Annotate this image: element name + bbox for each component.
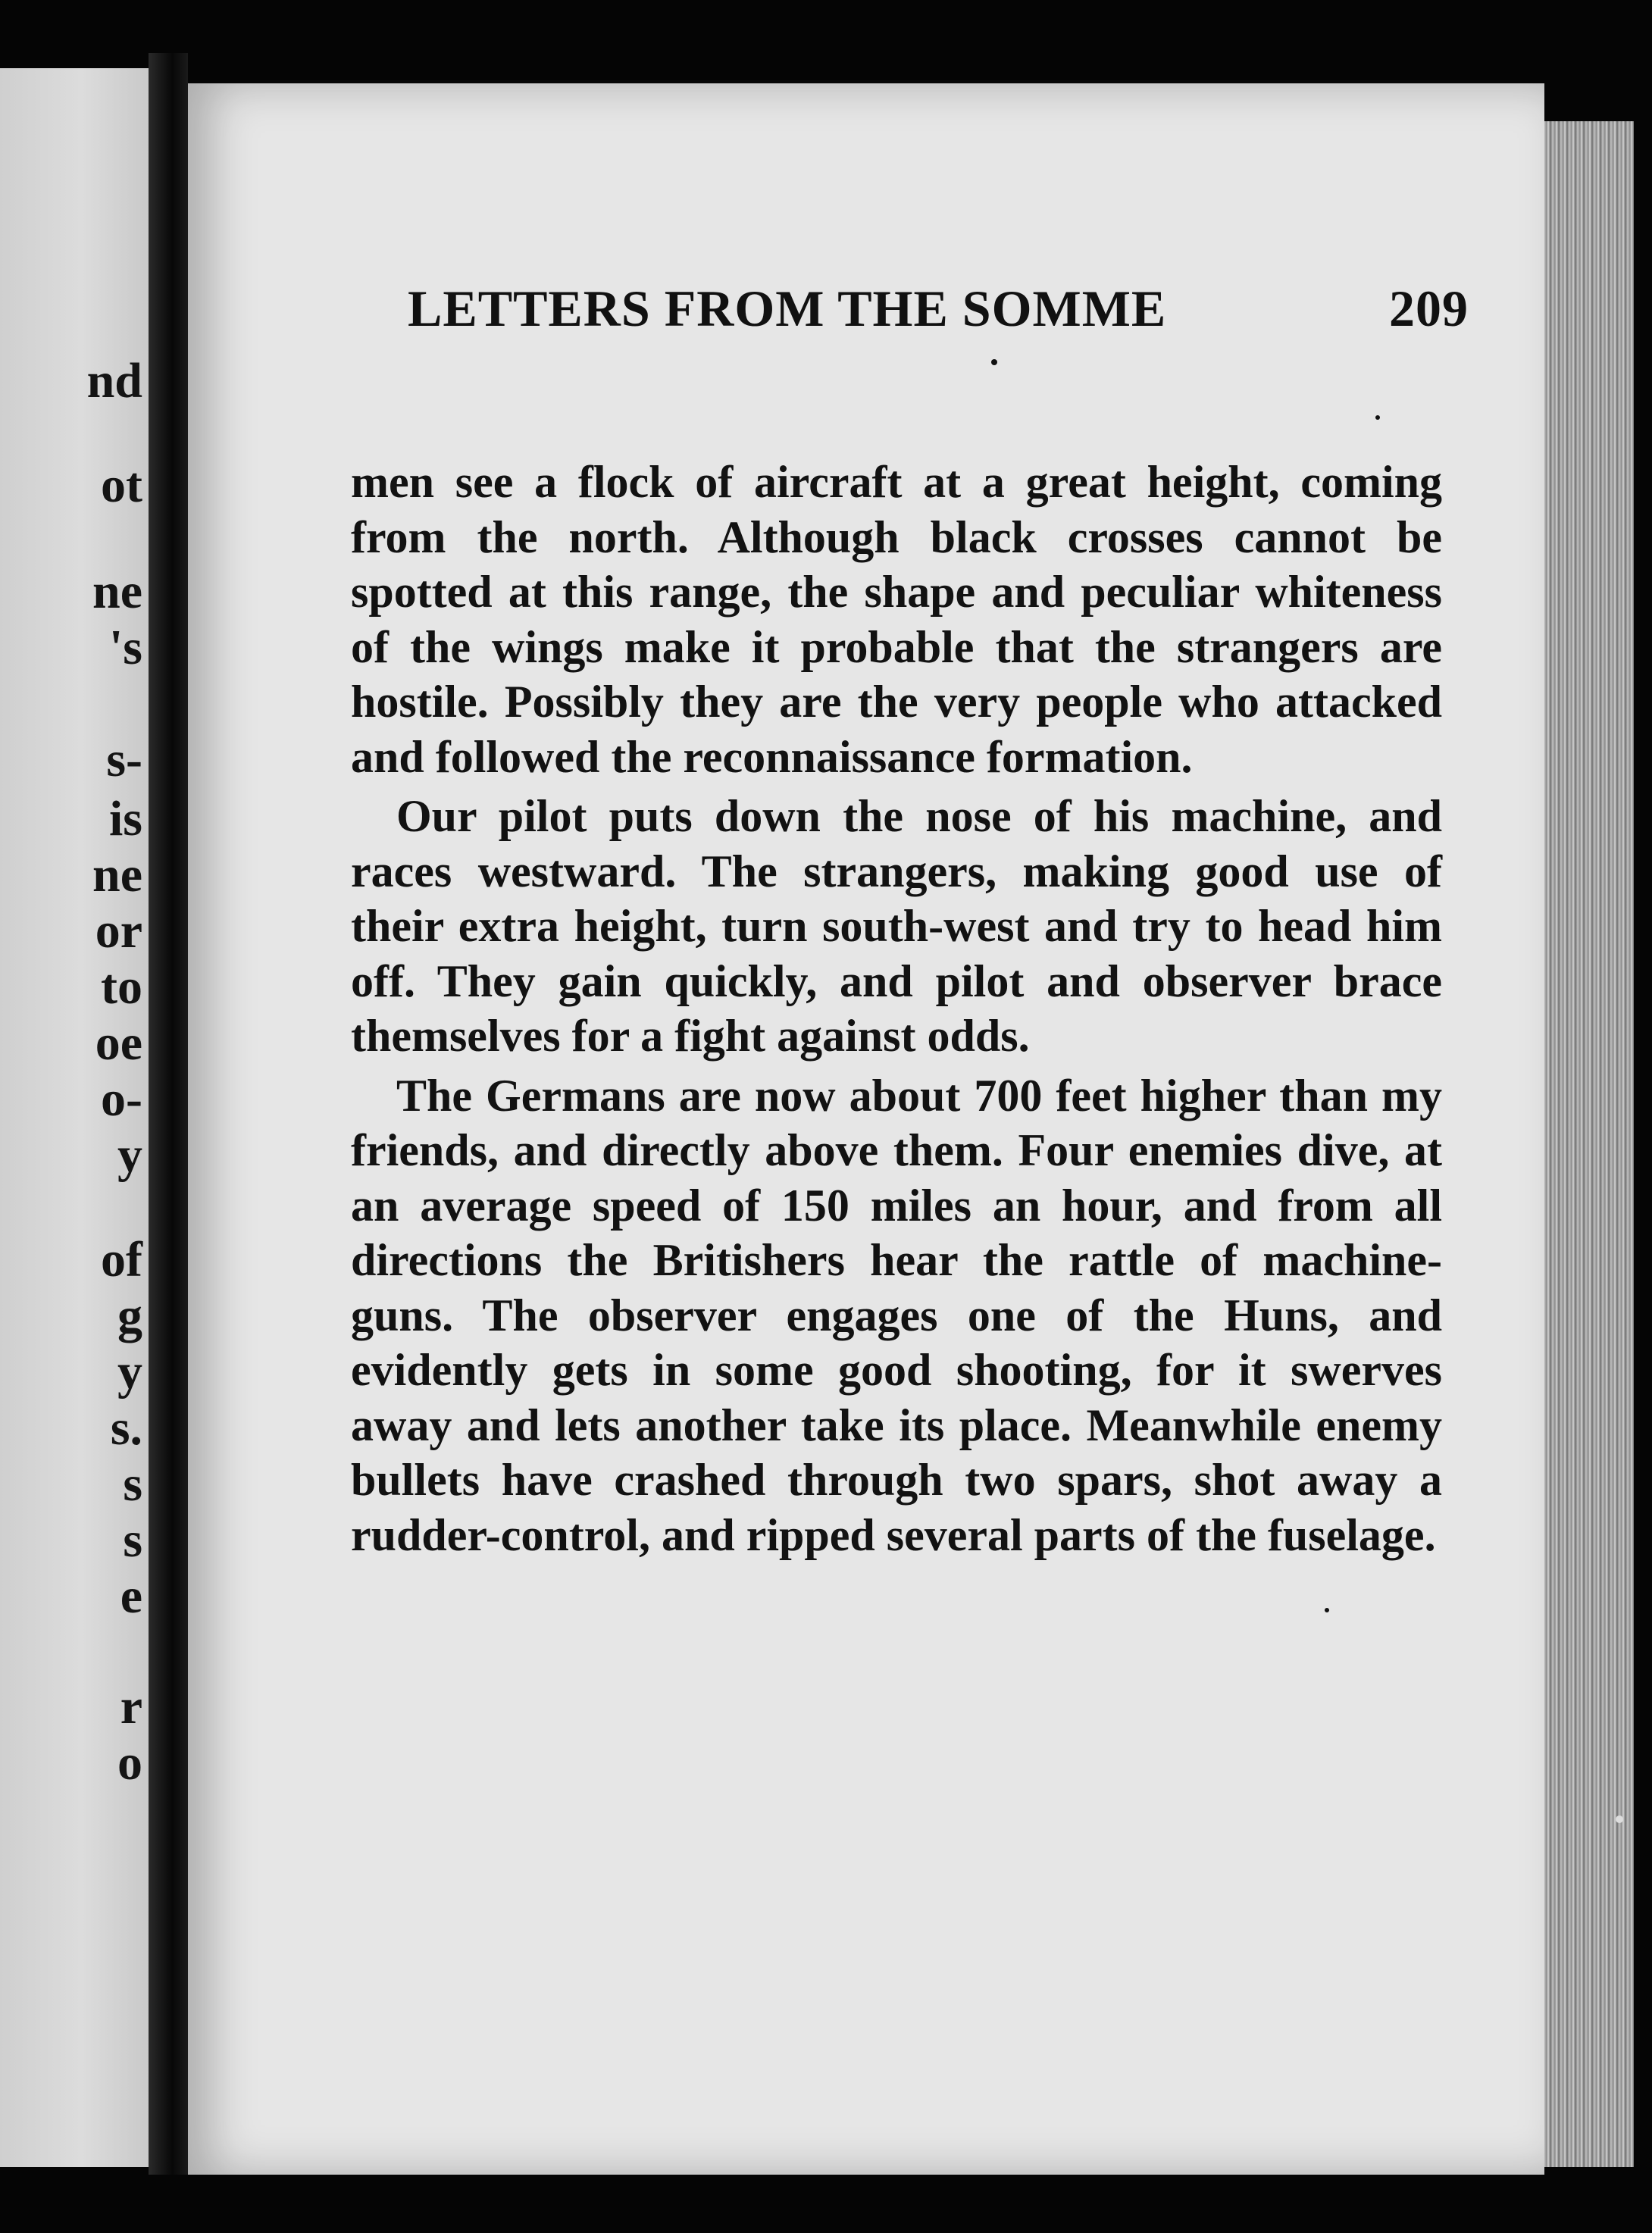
- running-header: [408, 279, 1469, 339]
- paragraph: men see a flock of aircraft at a great height, coming from the north. Although black crosses cannot be spotted at this range, the shape and peculiar whiteness of the wings make it probable that the strangers are hostile. Possibly they are the very people who attacked and followed the reconnaissance formation.: [351, 457, 1442, 782]
- facing-page-fragment: to: [101, 959, 142, 1015]
- facing-page-fragment: ne: [92, 564, 142, 619]
- facing-page-fragment: nd: [86, 353, 142, 408]
- facing-page-fragment: o: [117, 1735, 142, 1790]
- facing-page-fragment: is: [108, 791, 142, 846]
- facing-page-fragment: s.: [110, 1400, 142, 1456]
- facing-page-fragment: y: [117, 1127, 142, 1183]
- facing-page-fragment: ot: [101, 458, 142, 513]
- facing-page-fragment: of: [101, 1232, 142, 1287]
- facing-page-fragment: s: [123, 1512, 142, 1568]
- ink-speck: [1616, 1815, 1623, 1823]
- running-title: LETTERS FROM THE SOMME: [408, 280, 1167, 337]
- ink-speck: [1375, 415, 1380, 420]
- facing-page-fragment: oe: [95, 1015, 142, 1071]
- ink-speck: [991, 359, 997, 365]
- facing-page-fragment: or: [95, 903, 142, 959]
- facing-page-fragment: r: [120, 1679, 142, 1734]
- facing-page: [0, 68, 149, 2167]
- paragraph: Our pilot puts down the nose of his machine, and races westward. The strangers, making good use of their extra height, turn south-west and try to head him off. They gain quickly, and pilot and observer brace themselves for a fight against odds.: [351, 791, 1442, 1061]
- page-edges: [1544, 121, 1634, 2167]
- facing-page-text-fragments: [0, 68, 149, 2167]
- ink-speck: [1325, 1608, 1329, 1612]
- facing-page-fragment: 's: [108, 620, 142, 675]
- facing-page-fragment: ne: [92, 847, 142, 902]
- paragraph: The Germans are now about 700 feet higher than my friends, and directly above them. Four enemies dive, at an average speed of 150 miles an hour, and from all directions the Britishers hear the rattle of machine-guns. The observer engages one of the Huns, and evidently gets in some good shooting, for it swerves away and lets another take its place. Meanwhile enemy bullets have crashed through two spars, shot away a rudder-control, and ripped several parts of the fuselage.: [351, 1070, 1442, 1560]
- facing-page-fragment: y: [117, 1344, 142, 1400]
- page-body: [351, 455, 1442, 1562]
- facing-page-fragment: s-: [106, 732, 142, 787]
- facing-page-fragment: o-: [101, 1071, 142, 1127]
- book-page: [188, 83, 1544, 2175]
- facing-page-fragment: s: [123, 1456, 142, 1512]
- facing-page-fragment: e: [120, 1568, 142, 1624]
- book-gutter: [149, 53, 188, 2175]
- facing-page-fragment: g: [117, 1288, 142, 1343]
- page-number: 209: [1389, 280, 1469, 337]
